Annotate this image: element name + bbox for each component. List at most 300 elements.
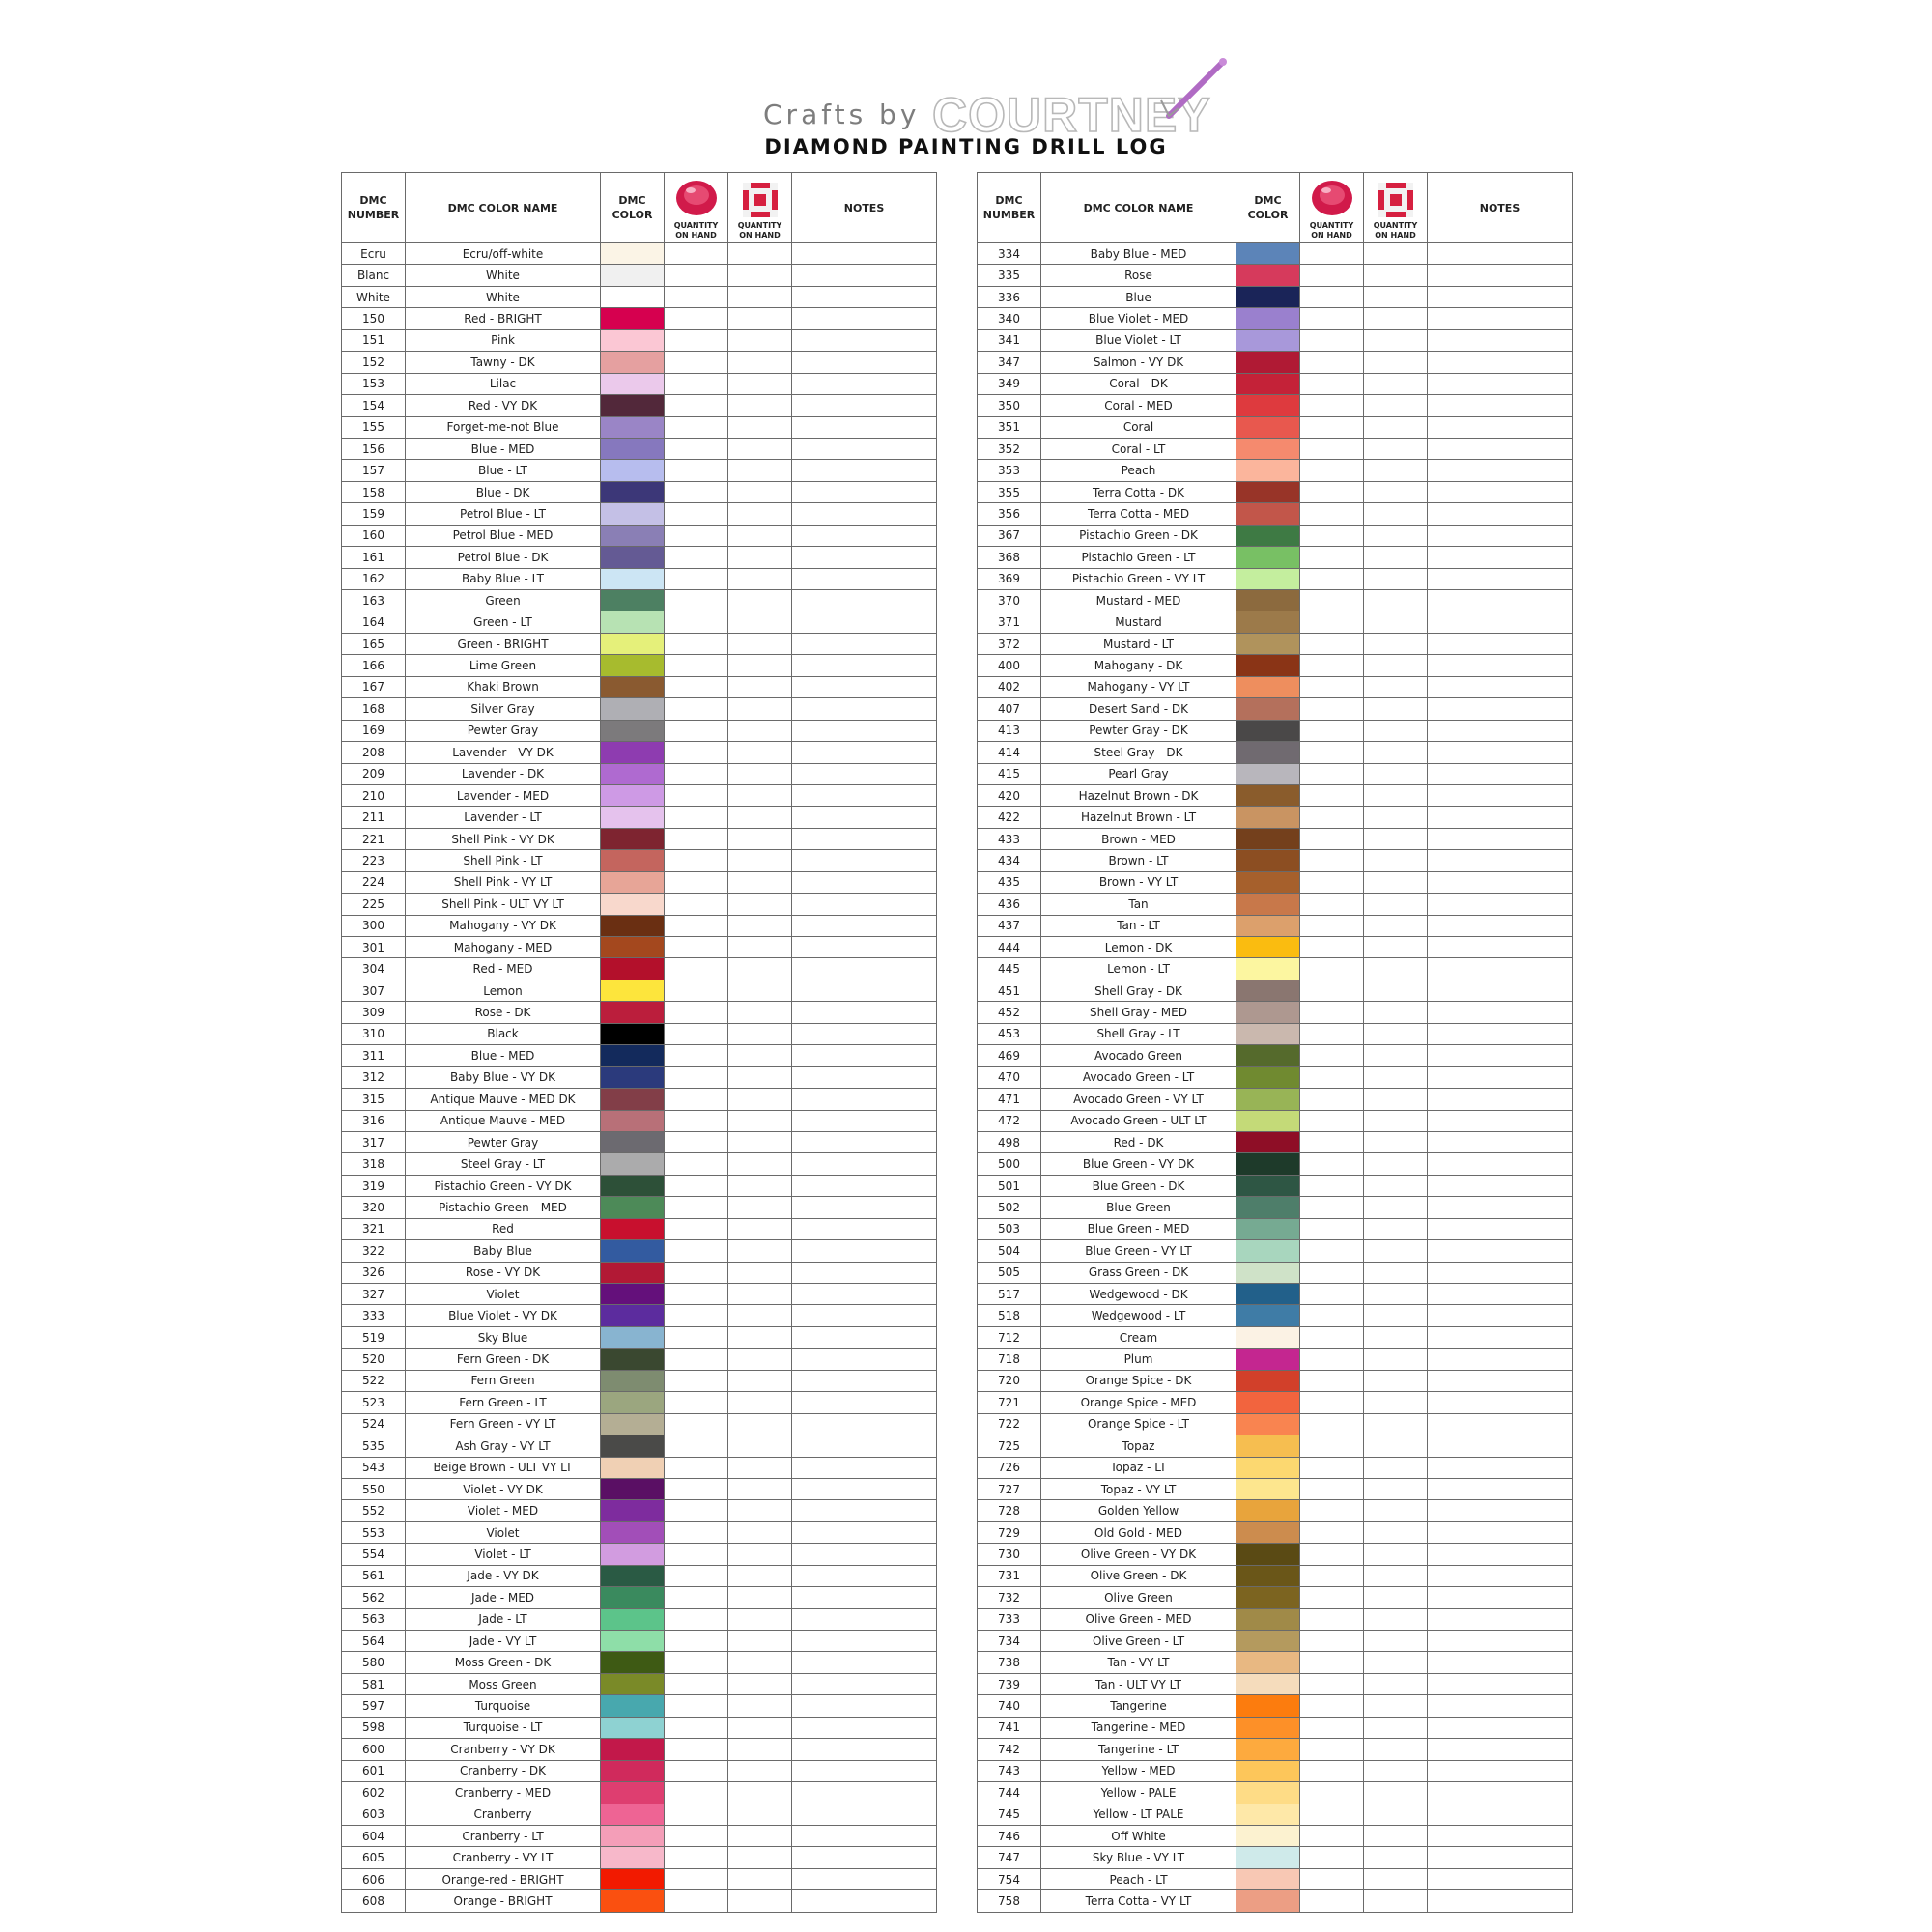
qty-round-input[interactable] [665,590,728,611]
notes-input[interactable] [1428,352,1573,373]
qty-square-input[interactable] [1364,655,1428,676]
notes-input[interactable] [792,1500,937,1521]
qty-square-input[interactable] [728,1544,792,1565]
qty-square-input[interactable] [1364,1326,1428,1348]
qty-round-input[interactable] [1300,1500,1364,1521]
qty-round-input[interactable] [665,1457,728,1478]
qty-round-input[interactable] [665,395,728,416]
qty-round-input[interactable] [665,1544,728,1565]
qty-round-input[interactable] [665,742,728,763]
notes-input[interactable] [792,763,937,784]
qty-square-input[interactable] [728,1197,792,1218]
notes-input[interactable] [1428,1521,1573,1543]
qty-round-input[interactable] [1300,763,1364,784]
qty-square-input[interactable] [1364,265,1428,286]
notes-input[interactable] [792,611,937,633]
qty-round-input[interactable] [1300,1587,1364,1608]
qty-square-input[interactable] [728,1673,792,1694]
notes-input[interactable] [1428,308,1573,329]
qty-round-input[interactable] [665,568,728,589]
qty-square-input[interactable] [728,547,792,568]
qty-round-input[interactable] [665,1131,728,1152]
qty-round-input[interactable] [665,915,728,936]
notes-input[interactable] [1428,958,1573,980]
notes-input[interactable] [792,547,937,568]
qty-round-input[interactable] [665,1110,728,1131]
qty-square-input[interactable] [1364,1045,1428,1066]
qty-round-input[interactable] [665,763,728,784]
qty-square-input[interactable] [728,763,792,784]
qty-round-input[interactable] [1300,1847,1364,1868]
notes-input[interactable] [792,1131,937,1152]
qty-round-input[interactable] [665,655,728,676]
notes-input[interactable] [1428,1782,1573,1804]
notes-input[interactable] [792,1804,937,1825]
qty-square-input[interactable] [728,676,792,697]
notes-input[interactable] [792,1608,937,1630]
notes-input[interactable] [1428,611,1573,633]
qty-square-input[interactable] [1364,1587,1428,1608]
qty-round-input[interactable] [1300,1218,1364,1239]
notes-input[interactable] [1428,784,1573,806]
qty-round-input[interactable] [1300,481,1364,502]
notes-input[interactable] [1428,676,1573,697]
qty-square-input[interactable] [728,807,792,828]
qty-square-input[interactable] [1364,525,1428,546]
qty-square-input[interactable] [728,1284,792,1305]
qty-round-input[interactable] [665,1066,728,1088]
qty-round-input[interactable] [1300,742,1364,763]
qty-square-input[interactable] [728,1890,792,1912]
notes-input[interactable] [1428,894,1573,915]
qty-square-input[interactable] [1364,937,1428,958]
notes-input[interactable] [1428,265,1573,286]
qty-round-input[interactable] [665,1435,728,1457]
qty-round-input[interactable] [1300,958,1364,980]
notes-input[interactable] [792,373,937,394]
notes-input[interactable] [792,1110,937,1131]
qty-square-input[interactable] [1364,1413,1428,1435]
notes-input[interactable] [1428,937,1573,958]
qty-round-input[interactable] [1300,243,1364,265]
notes-input[interactable] [792,1760,937,1781]
notes-input[interactable] [792,1457,937,1478]
qty-round-input[interactable] [665,1197,728,1218]
notes-input[interactable] [792,1240,937,1262]
notes-input[interactable] [1428,503,1573,525]
qty-square-input[interactable] [728,265,792,286]
qty-square-input[interactable] [728,1110,792,1131]
notes-input[interactable] [1428,1131,1573,1152]
notes-input[interactable] [792,503,937,525]
qty-round-input[interactable] [1300,1804,1364,1825]
notes-input[interactable] [792,1544,937,1565]
notes-input[interactable] [1428,568,1573,589]
qty-round-input[interactable] [1300,1739,1364,1760]
qty-round-input[interactable] [665,894,728,915]
notes-input[interactable] [1428,1544,1573,1565]
notes-input[interactable] [792,742,937,763]
qty-round-input[interactable] [665,416,728,438]
qty-round-input[interactable] [1300,807,1364,828]
notes-input[interactable] [792,980,937,1001]
qty-round-input[interactable] [1300,655,1364,676]
qty-square-input[interactable] [728,1089,792,1110]
notes-input[interactable] [792,1175,937,1196]
qty-square-input[interactable] [1364,373,1428,394]
qty-square-input[interactable] [728,1153,792,1175]
qty-square-input[interactable] [728,568,792,589]
qty-square-input[interactable] [1364,243,1428,265]
qty-square-input[interactable] [1364,1305,1428,1326]
notes-input[interactable] [1428,1305,1573,1326]
qty-square-input[interactable] [1364,1652,1428,1673]
qty-round-input[interactable] [665,807,728,828]
qty-round-input[interactable] [665,1760,728,1781]
notes-input[interactable] [792,1305,937,1326]
qty-round-input[interactable] [665,243,728,265]
notes-input[interactable] [792,720,937,741]
qty-round-input[interactable] [665,1370,728,1391]
qty-round-input[interactable] [1300,1608,1364,1630]
qty-square-input[interactable] [728,1825,792,1846]
qty-round-input[interactable] [665,329,728,351]
notes-input[interactable] [792,1392,937,1413]
qty-square-input[interactable] [728,1868,792,1889]
qty-square-input[interactable] [1364,329,1428,351]
qty-round-input[interactable] [665,850,728,871]
qty-round-input[interactable] [665,1413,728,1435]
notes-input[interactable] [1428,1868,1573,1889]
qty-square-input[interactable] [728,871,792,893]
notes-input[interactable] [1428,1890,1573,1912]
qty-round-input[interactable] [665,286,728,307]
notes-input[interactable] [792,438,937,459]
notes-input[interactable] [792,1326,937,1348]
qty-round-input[interactable] [665,547,728,568]
qty-round-input[interactable] [1300,784,1364,806]
qty-square-input[interactable] [1364,1089,1428,1110]
notes-input[interactable] [1428,871,1573,893]
notes-input[interactable] [792,265,937,286]
qty-square-input[interactable] [1364,915,1428,936]
qty-square-input[interactable] [1364,1002,1428,1023]
qty-square-input[interactable] [728,1349,792,1370]
qty-round-input[interactable] [665,438,728,459]
qty-round-input[interactable] [665,1349,728,1370]
qty-square-input[interactable] [728,286,792,307]
qty-square-input[interactable] [728,1392,792,1413]
qty-round-input[interactable] [665,937,728,958]
qty-round-input[interactable] [1300,1868,1364,1889]
qty-round-input[interactable] [1300,1392,1364,1413]
qty-round-input[interactable] [665,308,728,329]
notes-input[interactable] [1428,460,1573,481]
qty-square-input[interactable] [728,1435,792,1457]
notes-input[interactable] [792,1370,937,1391]
notes-input[interactable] [1428,1284,1573,1305]
notes-input[interactable] [792,525,937,546]
qty-round-input[interactable] [1300,1089,1364,1110]
qty-square-input[interactable] [728,481,792,502]
qty-square-input[interactable] [1364,308,1428,329]
qty-round-input[interactable] [665,1847,728,1868]
notes-input[interactable] [792,1695,937,1717]
qty-round-input[interactable] [1300,1478,1364,1499]
qty-square-input[interactable] [728,1305,792,1326]
notes-input[interactable] [1428,1240,1573,1262]
qty-square-input[interactable] [1364,1673,1428,1694]
notes-input[interactable] [1428,1218,1573,1239]
notes-input[interactable] [1428,1825,1573,1846]
notes-input[interactable] [792,1262,937,1283]
notes-input[interactable] [792,329,937,351]
qty-square-input[interactable] [728,611,792,633]
qty-square-input[interactable] [1364,1175,1428,1196]
qty-square-input[interactable] [728,1717,792,1738]
notes-input[interactable] [1428,720,1573,741]
notes-input[interactable] [1428,1370,1573,1391]
qty-round-input[interactable] [1300,1305,1364,1326]
qty-square-input[interactable] [1364,611,1428,633]
qty-square-input[interactable] [1364,568,1428,589]
notes-input[interactable] [1428,525,1573,546]
qty-square-input[interactable] [1364,1457,1428,1478]
qty-round-input[interactable] [1300,265,1364,286]
qty-round-input[interactable] [665,1262,728,1283]
qty-round-input[interactable] [665,1002,728,1023]
notes-input[interactable] [792,828,937,849]
qty-round-input[interactable] [665,1717,728,1738]
notes-input[interactable] [792,568,937,589]
notes-input[interactable] [1428,1413,1573,1435]
notes-input[interactable] [1428,1326,1573,1348]
qty-square-input[interactable] [1364,1240,1428,1262]
qty-round-input[interactable] [1300,438,1364,459]
notes-input[interactable] [1428,1565,1573,1586]
qty-square-input[interactable] [1364,438,1428,459]
qty-square-input[interactable] [728,828,792,849]
qty-square-input[interactable] [1364,1608,1428,1630]
qty-round-input[interactable] [665,958,728,980]
notes-input[interactable] [792,850,937,871]
qty-round-input[interactable] [665,1023,728,1044]
qty-round-input[interactable] [1300,525,1364,546]
qty-square-input[interactable] [1364,460,1428,481]
notes-input[interactable] [792,1652,937,1673]
qty-round-input[interactable] [665,1673,728,1694]
qty-square-input[interactable] [728,243,792,265]
qty-round-input[interactable] [665,1218,728,1239]
qty-round-input[interactable] [1300,1262,1364,1283]
qty-square-input[interactable] [1364,1565,1428,1586]
notes-input[interactable] [1428,828,1573,849]
qty-round-input[interactable] [1300,1131,1364,1152]
notes-input[interactable] [1428,1002,1573,1023]
notes-input[interactable] [792,1587,937,1608]
qty-square-input[interactable] [1364,1695,1428,1717]
qty-round-input[interactable] [1300,329,1364,351]
qty-square-input[interactable] [1364,958,1428,980]
notes-input[interactable] [1428,1349,1573,1370]
qty-square-input[interactable] [1364,1825,1428,1846]
notes-input[interactable] [792,633,937,654]
qty-square-input[interactable] [1364,698,1428,720]
qty-square-input[interactable] [728,1413,792,1435]
qty-square-input[interactable] [728,1045,792,1066]
qty-round-input[interactable] [1300,1565,1364,1586]
qty-round-input[interactable] [1300,1197,1364,1218]
notes-input[interactable] [1428,1153,1573,1175]
notes-input[interactable] [1428,1197,1573,1218]
notes-input[interactable] [1428,980,1573,1001]
notes-input[interactable] [792,1478,937,1499]
qty-round-input[interactable] [1300,1175,1364,1196]
qty-round-input[interactable] [665,1175,728,1196]
qty-round-input[interactable] [1300,308,1364,329]
notes-input[interactable] [792,286,937,307]
qty-round-input[interactable] [1300,460,1364,481]
notes-input[interactable] [792,1089,937,1110]
qty-round-input[interactable] [665,1825,728,1846]
qty-square-input[interactable] [1364,395,1428,416]
qty-round-input[interactable] [665,1868,728,1889]
notes-input[interactable] [1428,329,1573,351]
qty-round-input[interactable] [1300,1002,1364,1023]
qty-square-input[interactable] [1364,1435,1428,1457]
qty-round-input[interactable] [1300,1890,1364,1912]
notes-input[interactable] [792,395,937,416]
notes-input[interactable] [792,1413,937,1435]
qty-square-input[interactable] [728,1500,792,1521]
qty-square-input[interactable] [728,1240,792,1262]
qty-round-input[interactable] [665,373,728,394]
qty-round-input[interactable] [1300,894,1364,915]
qty-square-input[interactable] [728,1023,792,1044]
notes-input[interactable] [792,1868,937,1889]
notes-input[interactable] [792,1153,937,1175]
notes-input[interactable] [792,1218,937,1239]
qty-square-input[interactable] [728,1804,792,1825]
qty-square-input[interactable] [1364,1218,1428,1239]
qty-square-input[interactable] [728,698,792,720]
notes-input[interactable] [1428,633,1573,654]
qty-round-input[interactable] [1300,720,1364,741]
qty-round-input[interactable] [1300,547,1364,568]
qty-square-input[interactable] [728,1631,792,1652]
qty-square-input[interactable] [1364,286,1428,307]
qty-round-input[interactable] [1300,1349,1364,1370]
qty-round-input[interactable] [1300,1240,1364,1262]
notes-input[interactable] [1428,481,1573,502]
notes-input[interactable] [792,1045,937,1066]
qty-square-input[interactable] [1364,850,1428,871]
qty-round-input[interactable] [665,1608,728,1630]
qty-round-input[interactable] [665,784,728,806]
qty-round-input[interactable] [665,1587,728,1608]
qty-square-input[interactable] [728,1652,792,1673]
notes-input[interactable] [1428,1608,1573,1630]
qty-square-input[interactable] [1364,1131,1428,1152]
qty-square-input[interactable] [1364,1392,1428,1413]
qty-round-input[interactable] [1300,1413,1364,1435]
qty-square-input[interactable] [1364,676,1428,697]
notes-input[interactable] [792,1435,937,1457]
qty-round-input[interactable] [665,1305,728,1326]
qty-square-input[interactable] [728,720,792,741]
notes-input[interactable] [1428,698,1573,720]
qty-round-input[interactable] [665,1652,728,1673]
notes-input[interactable] [792,1565,937,1586]
notes-input[interactable] [1428,850,1573,871]
notes-input[interactable] [792,1631,937,1652]
qty-square-input[interactable] [728,373,792,394]
notes-input[interactable] [1428,438,1573,459]
qty-round-input[interactable] [1300,1435,1364,1457]
qty-square-input[interactable] [1364,894,1428,915]
qty-round-input[interactable] [1300,395,1364,416]
qty-round-input[interactable] [665,1392,728,1413]
qty-square-input[interactable] [728,633,792,654]
qty-square-input[interactable] [1364,1197,1428,1218]
notes-input[interactable] [1428,395,1573,416]
qty-square-input[interactable] [728,395,792,416]
notes-input[interactable] [1428,1695,1573,1717]
qty-square-input[interactable] [1364,1544,1428,1565]
qty-square-input[interactable] [728,1739,792,1760]
notes-input[interactable] [792,1673,937,1694]
notes-input[interactable] [1428,742,1573,763]
qty-round-input[interactable] [1300,1782,1364,1804]
notes-input[interactable] [792,1284,937,1305]
qty-round-input[interactable] [1300,286,1364,307]
notes-input[interactable] [792,676,937,697]
notes-input[interactable] [1428,1478,1573,1499]
qty-round-input[interactable] [665,460,728,481]
notes-input[interactable] [1428,1804,1573,1825]
qty-square-input[interactable] [1364,481,1428,502]
qty-square-input[interactable] [728,503,792,525]
notes-input[interactable] [1428,590,1573,611]
notes-input[interactable] [1428,243,1573,265]
qty-round-input[interactable] [665,1284,728,1305]
qty-round-input[interactable] [665,481,728,502]
qty-round-input[interactable] [1300,828,1364,849]
qty-round-input[interactable] [1300,1066,1364,1088]
qty-square-input[interactable] [728,784,792,806]
notes-input[interactable] [792,698,937,720]
qty-round-input[interactable] [1300,352,1364,373]
qty-round-input[interactable] [1300,871,1364,893]
qty-square-input[interactable] [728,352,792,373]
qty-round-input[interactable] [665,1089,728,1110]
qty-square-input[interactable] [728,850,792,871]
qty-square-input[interactable] [728,329,792,351]
qty-round-input[interactable] [1300,915,1364,936]
notes-input[interactable] [792,871,937,893]
qty-round-input[interactable] [1300,1825,1364,1846]
notes-input[interactable] [1428,1739,1573,1760]
qty-square-input[interactable] [1364,1110,1428,1131]
notes-input[interactable] [792,807,937,828]
notes-input[interactable] [792,590,937,611]
qty-round-input[interactable] [665,1631,728,1652]
qty-square-input[interactable] [1364,1153,1428,1175]
notes-input[interactable] [1428,1673,1573,1694]
notes-input[interactable] [792,1066,937,1088]
qty-square-input[interactable] [728,308,792,329]
qty-square-input[interactable] [1364,633,1428,654]
